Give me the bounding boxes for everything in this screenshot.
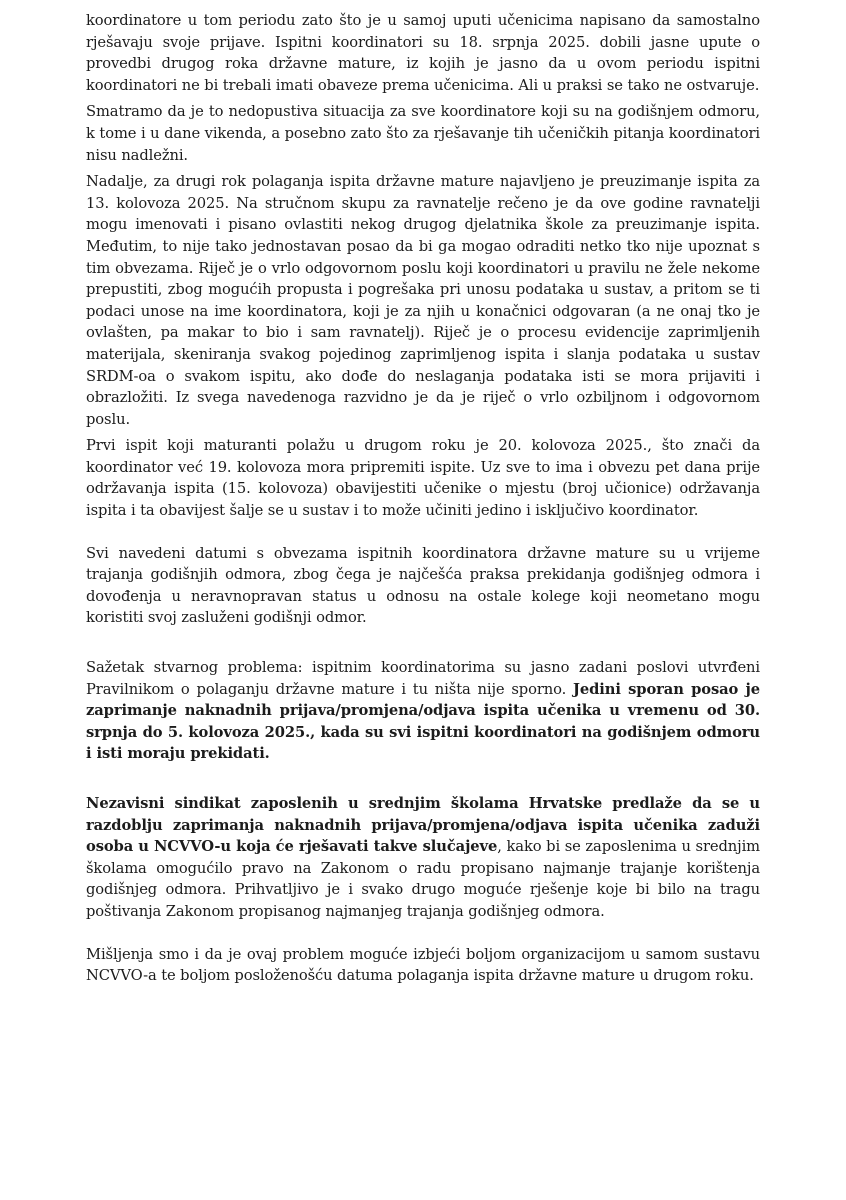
paragraph-preuzimanje-ispita: Nadalje, za drugi rok polaganja ispita državne mature najavljeno je preuzimanje ispita za 13. kolovoza 2025. Na stručnom skupu za ravnatelje rečeno je da ove godine ravnatelji mogu imenovati i pisano ovlastiti nekog drugog djelatnika škole za preuzimanje ispita. Međutim, to nije tako jednostavan posao da bi ga mogao odraditi netko tko nije upoznat s tim obvezama. Riječ je o vrlo odgovornom poslu koji koordinatori u pravilu ne žele nekome prepustiti, zbog mogućih propusta i pogrešaka pri unosu podataka u sustav, a pritom se ti podaci unose na ime koordinatora, koji je za njih u konačnici odgovaran (a ne onaj tko je ovlašten, pa makar to bio i sam ravnatelj). Riječ je o procesu evidencije zaprimljenih materijala, skeniranja svakog pojedinog zaprimljenog ispita i slanja podataka u sustav SRDM-oa o svakom ispitu, ako dođe do neslaganja podataka isti se mora prijaviti i obrazložiti. Iz svega navedenoga razvidno je da je riječ o vrlo ozbiljnom i odgovornom poslu. [86, 173, 760, 428]
document-page [86, 10, 760, 987]
paragraph-prijedlog-sindikata [86, 793, 760, 923]
paragraph-misljenje: Mišljenja smo i da je ovaj problem moguće izbjeći boljom organizacijom u samom sustavu NCVVO-a te boljom posloženošću datuma polaganja ispita državne mature u drugom roku. [86, 945, 760, 985]
sazetak-intro-text: Sažetak stvarnog problema: ispitnim koordinatorima su jasno zadani poslovi utvrđeni Pravilnikom o polaganju državne mature i tu ništa nije sporno. [86, 659, 760, 698]
prijedlog-normal-text: , kako bi se zaposlenima u srednjim školama omogućilo pravo na Zakonom o radu propisano najmanje trajanje korištenja godišnjeg odmora. Prihvatljivo je i svako drugo moguće rješenje koje bi bilo na tragu poštivanja Zakonom propisanog najmanjeg trajanja godišnjeg odmora. [86, 838, 761, 920]
paragraph-nedopustiva-situacija: Smatramo da je to nedopustiva situacija za sve koordinatore koji su na godišnjem odmoru, k tome i u dane vikenda, a posebno zato što za rješavanje tih učeničkih pitanja koordinatori nisu nadležni. [86, 103, 760, 164]
paragraph-koordinatori-upute: koordinatore u tom periodu zato što je u samoj uputi učenicima napisano da samostalno rješavaju svoje prijave. Ispitni koordinatori su 18. srpnja 2025. dobili jasne upute o provedbi drugog roka državne mature, iz kojih je jasno da u ovom periodu ispitni koordinatori ne bi trebali imati obaveze prema učenicima. Ali u praksi se tako ne ostvaruje. [86, 12, 760, 94]
paragraph-sazetak-problema [86, 657, 760, 765]
paragraph-godisnji-odmori: Svi navedeni datumi s obvezama ispitnih koordinatora državne mature su u vrijeme trajanja godišnjih odmora, zbog čega je najčešća praksa prekidanja godišnjeg odmora i dovođenja u neravnopravan status u odnosu na ostale kolege koji neometano mogu koristiti svoj zasluženi godišnji odmor. [86, 544, 760, 627]
sazetak-bold-text: Jedini sporan posao je zaprimanje naknadnih prijava/promjena/odjava ispita učenika u vremenu od 30. srpnja do 5. kolovoza 2025., kada su svi ispitni koordinatori na godišnjem odmoru i isti moraju prekidati. [86, 680, 760, 763]
paragraph-prvi-ispit: Prvi ispit koji maturanti polažu u drugom roku je 20. kolovoza 2025., što znači da koordinator već 19. kolovoza mora pripremiti ispite. Uz sve to ima i obvezu pet dana prije održavanja ispita (15. kolovoza) obavijestiti učenike o mjestu (broj učionice) održavanja ispita i ta obavijest šalje se u sustav i to može učiniti jedino i isključivo koordinator. [86, 437, 760, 520]
prijedlog-bold-text: Nezavisni sindikat zaposlenih u srednjim školama Hrvatske predlaže da se u razdoblju zaprimanja naknadnih prijava/promjena/odjava ispita učenika zaduži osoba u NCVVO-u koja će rješavati takve slučajeve [86, 795, 760, 856]
